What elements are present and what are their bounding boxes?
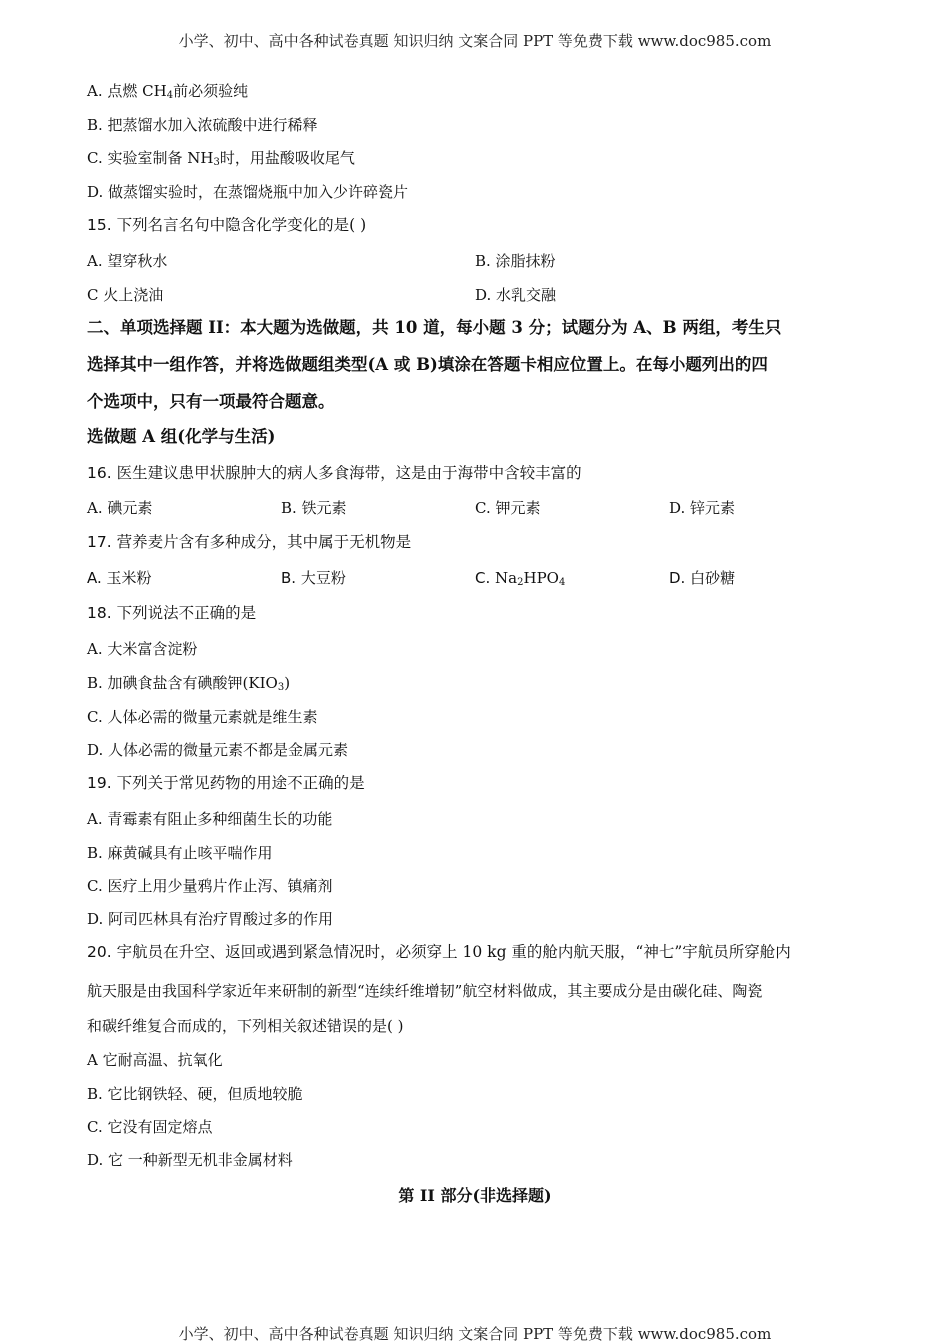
q19-option-d: D. 阿司匹林具有治疗胃酸过多的作用 (87, 910, 334, 928)
question-text: 下列名言名句中隐含化学变化的是( ) (116, 216, 367, 234)
q16-option-a: A. 碘元素 (87, 499, 153, 517)
q20-option-a: A 它耐高温、抗氧化 (87, 1051, 223, 1069)
question-text: 医生建议患甲状腺肿大的病人多食海带，这是由于海带中含较丰富的 (116, 464, 582, 482)
q16-stem (87, 463, 582, 483)
q14-option-a (87, 81, 248, 106)
option-letter: D. (669, 569, 686, 587)
question-number: 20. (87, 943, 112, 961)
q19-option-a: A. 青霉素有阻止多种细菌生长的功能 (87, 810, 333, 828)
q18-option-c: C. 人体必需的微量元素就是维生素 (87, 708, 318, 726)
option-letter: C. (475, 569, 491, 587)
subscript: 4 (558, 577, 566, 588)
q17-option-b (281, 568, 346, 588)
question-number: 17. (87, 533, 112, 551)
page-header: 小学、初中、高中各种试卷真题 知识归纳 文案合同 PPT 等免费下载 www.doc985.com (178, 32, 772, 50)
q18-option-d: D. 人体必需的微量元素不都是金属元素 (87, 741, 349, 759)
q18-option-b (87, 673, 290, 698)
q14-option-a-text-end: 前必须验纯 (173, 82, 249, 100)
q19-stem (87, 773, 365, 793)
q15-stem (87, 215, 366, 235)
q15-option-c: C 火上浇油 (87, 286, 164, 304)
q20-stem-line-1 (87, 942, 791, 962)
q17-option-d (669, 568, 735, 588)
option-text: 大豆粉 (300, 569, 346, 587)
question-text: 下列关于常见药物的用途不正确的是 (116, 774, 365, 792)
q19-option-c: C. 医疗上用少量鸦片作止泻、镇痛剂 (87, 877, 333, 895)
question-text: 下列说法不正确的是 (116, 604, 257, 622)
q20-stem-line-2: 航天服是由我国科学家近年来研制的新型“连续纤维增韧”航空材料做成，其主要成分是由碳化硅、陶瓷 (87, 982, 763, 1000)
subscript: 3 (213, 157, 220, 168)
q17-option-c (475, 568, 565, 593)
subscript: 3 (277, 682, 285, 693)
q15-option-b: B. 涂脂抹粉 (475, 252, 556, 270)
page-footer: 小学、初中、高中各种试卷真题 知识归纳 文案合同 PPT 等免费下载 www.doc985.com (178, 1325, 772, 1343)
q14-option-b: B. 把蒸馏水加入浓硫酸中进行稀释 (87, 116, 318, 134)
q15-option-d: D. 水乳交融 (475, 286, 557, 304)
q17-option-a (87, 568, 152, 588)
option-letter: A. (87, 569, 102, 587)
option-text: 玉米粉 (106, 569, 152, 587)
q17-stem (87, 532, 411, 552)
q20-stem-line-3: 和碳纤维复合而成的，下列相关叙述错误的是( ) (87, 1017, 404, 1035)
question-number: 16. (87, 464, 112, 482)
q15-option-a: A. 望穿秋水 (87, 252, 168, 270)
q16-option-b: B. 铁元素 (281, 499, 347, 517)
q20-option-c: C. 它没有固定熔点 (87, 1118, 213, 1136)
option-text-mid: HPO (523, 569, 559, 587)
q14-option-c-text: C. 实验室制备 NH (87, 149, 214, 167)
question-text: 营养麦片含有多种成分，其中属于无机物是 (116, 533, 412, 551)
q19-option-b: B. 麻黄碱具有止咳平喘作用 (87, 844, 273, 862)
question-text: 宇航员在升空、返回或遇到紧急情况时，必须穿上 10 kg 重的舱内航天服，“神七”宇航员所穿舱内 (116, 943, 791, 961)
section-2-instructions-line-1: 二、单项选择题 II：本大题为选做题，共 10 道，每小题 3 分；试题分为 A、B 两组，考生只 (87, 318, 782, 337)
q14-option-c-text-end: 时，用盐酸吸收尾气 (219, 149, 355, 167)
subscript: 4 (166, 90, 174, 101)
option-letter: B. (281, 569, 297, 587)
q18-option-b-text: B. 加碘食盐含有碘酸钾(KIO (87, 674, 278, 692)
q14-option-a-text: A. 点燃 CH (87, 82, 167, 100)
question-number: 19. (87, 774, 112, 792)
q18-option-b-text-end: ) (284, 674, 291, 692)
section-2-instructions-line-3: 个选项中，只有一项最符合题意。 (87, 392, 335, 411)
subscript: 2 (517, 577, 524, 588)
section-2-instructions-line-2: 选择其中一组作答，并将选做题组类型(A 或 B)填涂在答题卡相应位置上。在每小题列出的四 (87, 355, 768, 374)
question-number: 15. (87, 216, 112, 234)
q20-option-d: D. 它 一种新型无机非金属材料 (87, 1151, 293, 1169)
q16-option-d: D. 锌元素 (669, 499, 736, 517)
q16-option-c: C. 钾元素 (475, 499, 541, 517)
q14-option-c (87, 148, 355, 173)
q20-option-b: B. 它比钢铁轻、硬，但质地较脆 (87, 1085, 303, 1103)
q18-stem (87, 603, 256, 623)
q18-option-a: A. 大米富含淀粉 (87, 640, 198, 658)
option-text: 白砂糖 (690, 569, 736, 587)
group-a-title: 选做题 A 组(化学与生活) (87, 427, 276, 446)
option-text: Na (495, 569, 518, 587)
q14-option-d: D. 做蒸馏实验时，在蒸馏烧瓶中加入少许碎瓷片 (87, 183, 409, 201)
part-2-title: 第 II 部分(非选择题) (398, 1186, 552, 1205)
question-number: 18. (87, 604, 112, 622)
